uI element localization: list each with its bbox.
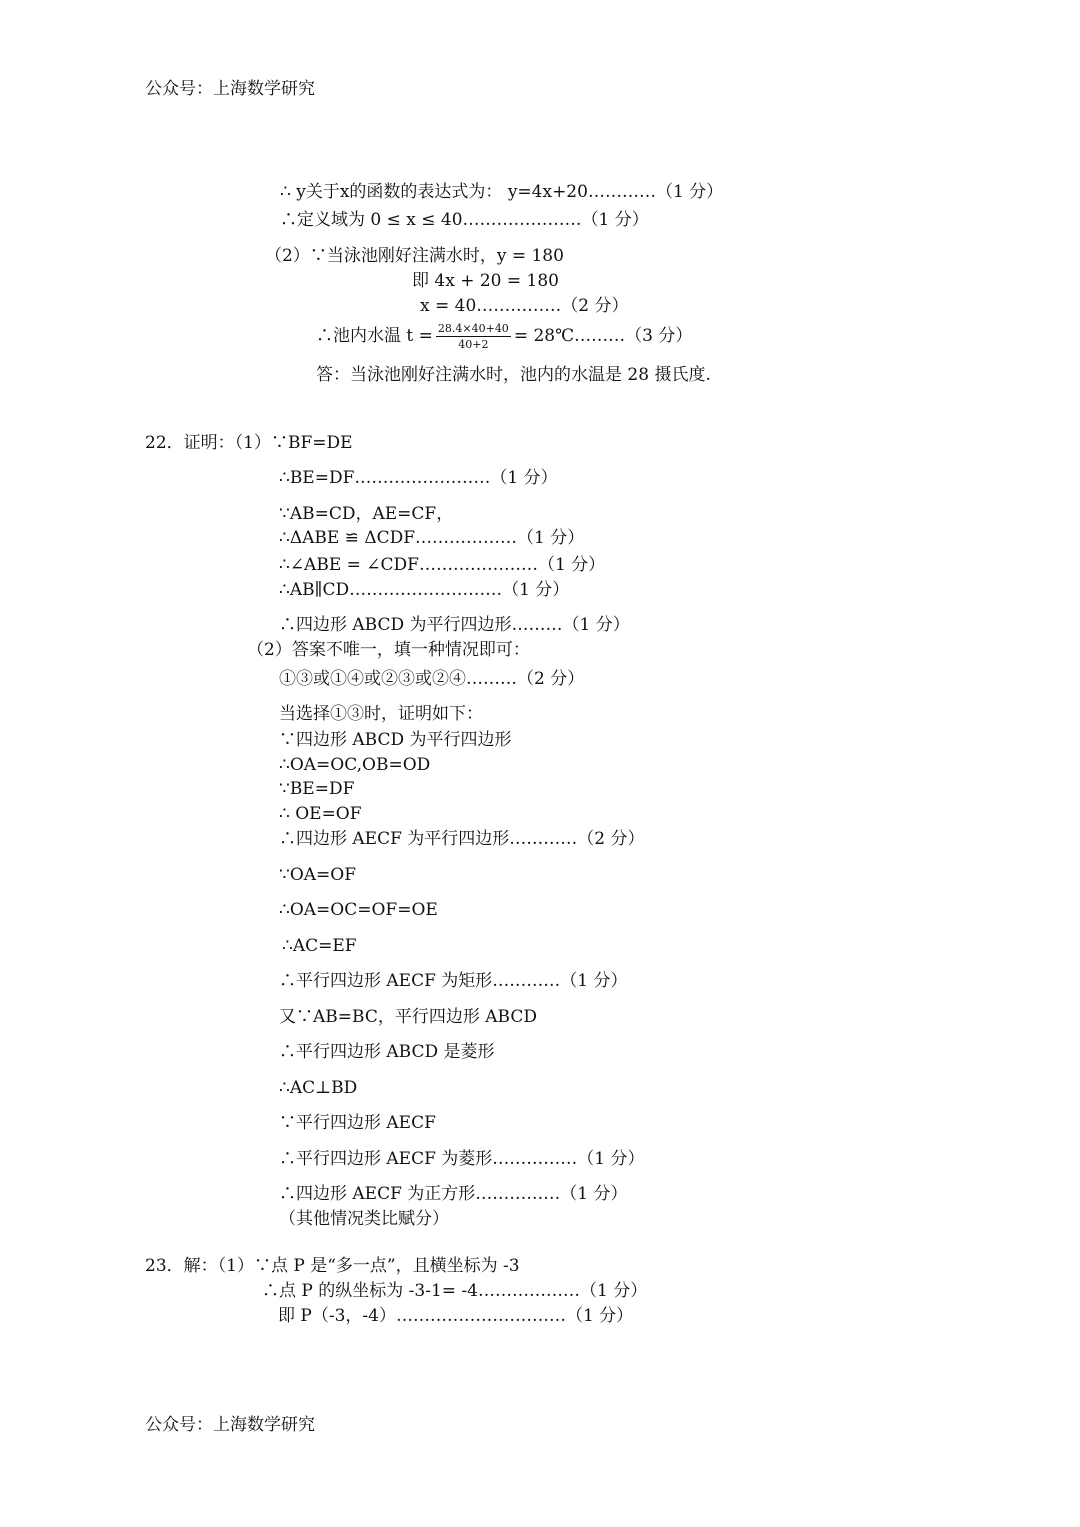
q23-line-2: ∴点 P 的纵坐标为 -3-1= -4………………（1 分）: [262, 1281, 648, 1301]
q22-line-11: ∵四边形 ABCD 为平行四边形: [279, 730, 512, 750]
q22-line-19: ∴平行四边形 AECF 为矩形…………（1 分）: [279, 971, 628, 991]
q22-line-7: ∴四边形 ABCD 为平行四边形………（1 分）: [279, 615, 630, 635]
q22-line-20: 又∵AB=BC，平行四边形 ABCD: [279, 1007, 537, 1027]
q22-line-4: ∴ΔABE ≌ ΔCDF………………（1 分）: [279, 528, 585, 548]
q23-line-3: 即 P（-3，-4）…………………………（1 分）: [278, 1306, 634, 1326]
q21-line-2: ∴定义域为 0 ≤ x ≤ 40…………………（1 分）: [280, 210, 649, 230]
q22-line-22: ∴AC⊥BD: [279, 1078, 358, 1098]
q22-line-15: ∴四边形 AECF 为平行四边形…………（2 分）: [279, 829, 645, 849]
q21-line-3: （2）∵当泳池刚好注满水时，y = 180: [265, 246, 564, 266]
q22-line-16: ∵OA=OF: [279, 865, 357, 885]
page-header: 公众号：上海数学研究: [145, 79, 315, 99]
q22-line-1: 22．证明：（1）∵BF=DE: [145, 433, 353, 453]
q22-line-23: ∵平行四边形 AECF: [279, 1113, 436, 1133]
q22-line-2: ∴BE=DF……………………（1 分）: [279, 468, 558, 488]
q22-line-14: ∴ OE=OF: [279, 804, 362, 824]
q21-line-4: 即 4x + 20 = 180: [412, 271, 559, 291]
q22-line-6: ∴AB∥CD………………………（1 分）: [279, 580, 570, 600]
fraction-denominator: 40+2: [458, 338, 489, 351]
q23-line-1: 23．解：（1）∵点 P 是“多一点”，且横坐标为 -3: [145, 1256, 520, 1276]
water-temp-fraction: [436, 322, 511, 351]
q21-answer: 答：当泳池刚好注满水时，池内的水温是 28 摄氏度.: [316, 365, 711, 385]
q22-line-25: ∴四边形 AECF 为正方形……………（1 分）: [279, 1184, 628, 1204]
q22-line-10: 当选择①③时，证明如下：: [279, 704, 483, 724]
q22-line-3: ∵AB=CD，AE=CF，: [279, 504, 454, 524]
q22-line-18: ∴AC=EF: [282, 936, 357, 956]
water-temp-suffix: = 28℃………（3 分）: [513, 326, 693, 346]
q22-line-26: （其他情况类比赋分）: [279, 1209, 449, 1229]
q22-line-21: ∴平行四边形 ABCD 是菱形: [279, 1042, 495, 1062]
water-temp-prefix: ∴池内水温 t =: [316, 326, 433, 346]
q21-line-6: [316, 322, 692, 351]
fraction-numerator: 28.4×40+40: [437, 322, 509, 335]
q22-line-17: ∴OA=OC=OF=OE: [279, 900, 438, 920]
q22-line-13: ∵BE=DF: [279, 779, 355, 799]
page-footer: 公众号：上海数学研究: [145, 1415, 315, 1435]
q21-line-5: x = 40……………（2 分）: [420, 296, 629, 316]
q22-line-24: ∴平行四边形 AECF 为菱形……………（1 分）: [279, 1149, 645, 1169]
q22-line-12: ∴OA=OC,OB=OD: [279, 755, 431, 775]
q22-line-8: （2）答案不唯一，填一种情况即可：: [247, 640, 530, 660]
q22-line-5: ∴∠ABE = ∠CDF…………………（1 分）: [279, 555, 606, 575]
q21-line-1: ∴ y关于x的函数的表达式为： y=4x+20…………（1 分）: [280, 182, 724, 202]
q22-line-9: ①③或①④或②③或②④………（2 分）: [279, 669, 585, 689]
